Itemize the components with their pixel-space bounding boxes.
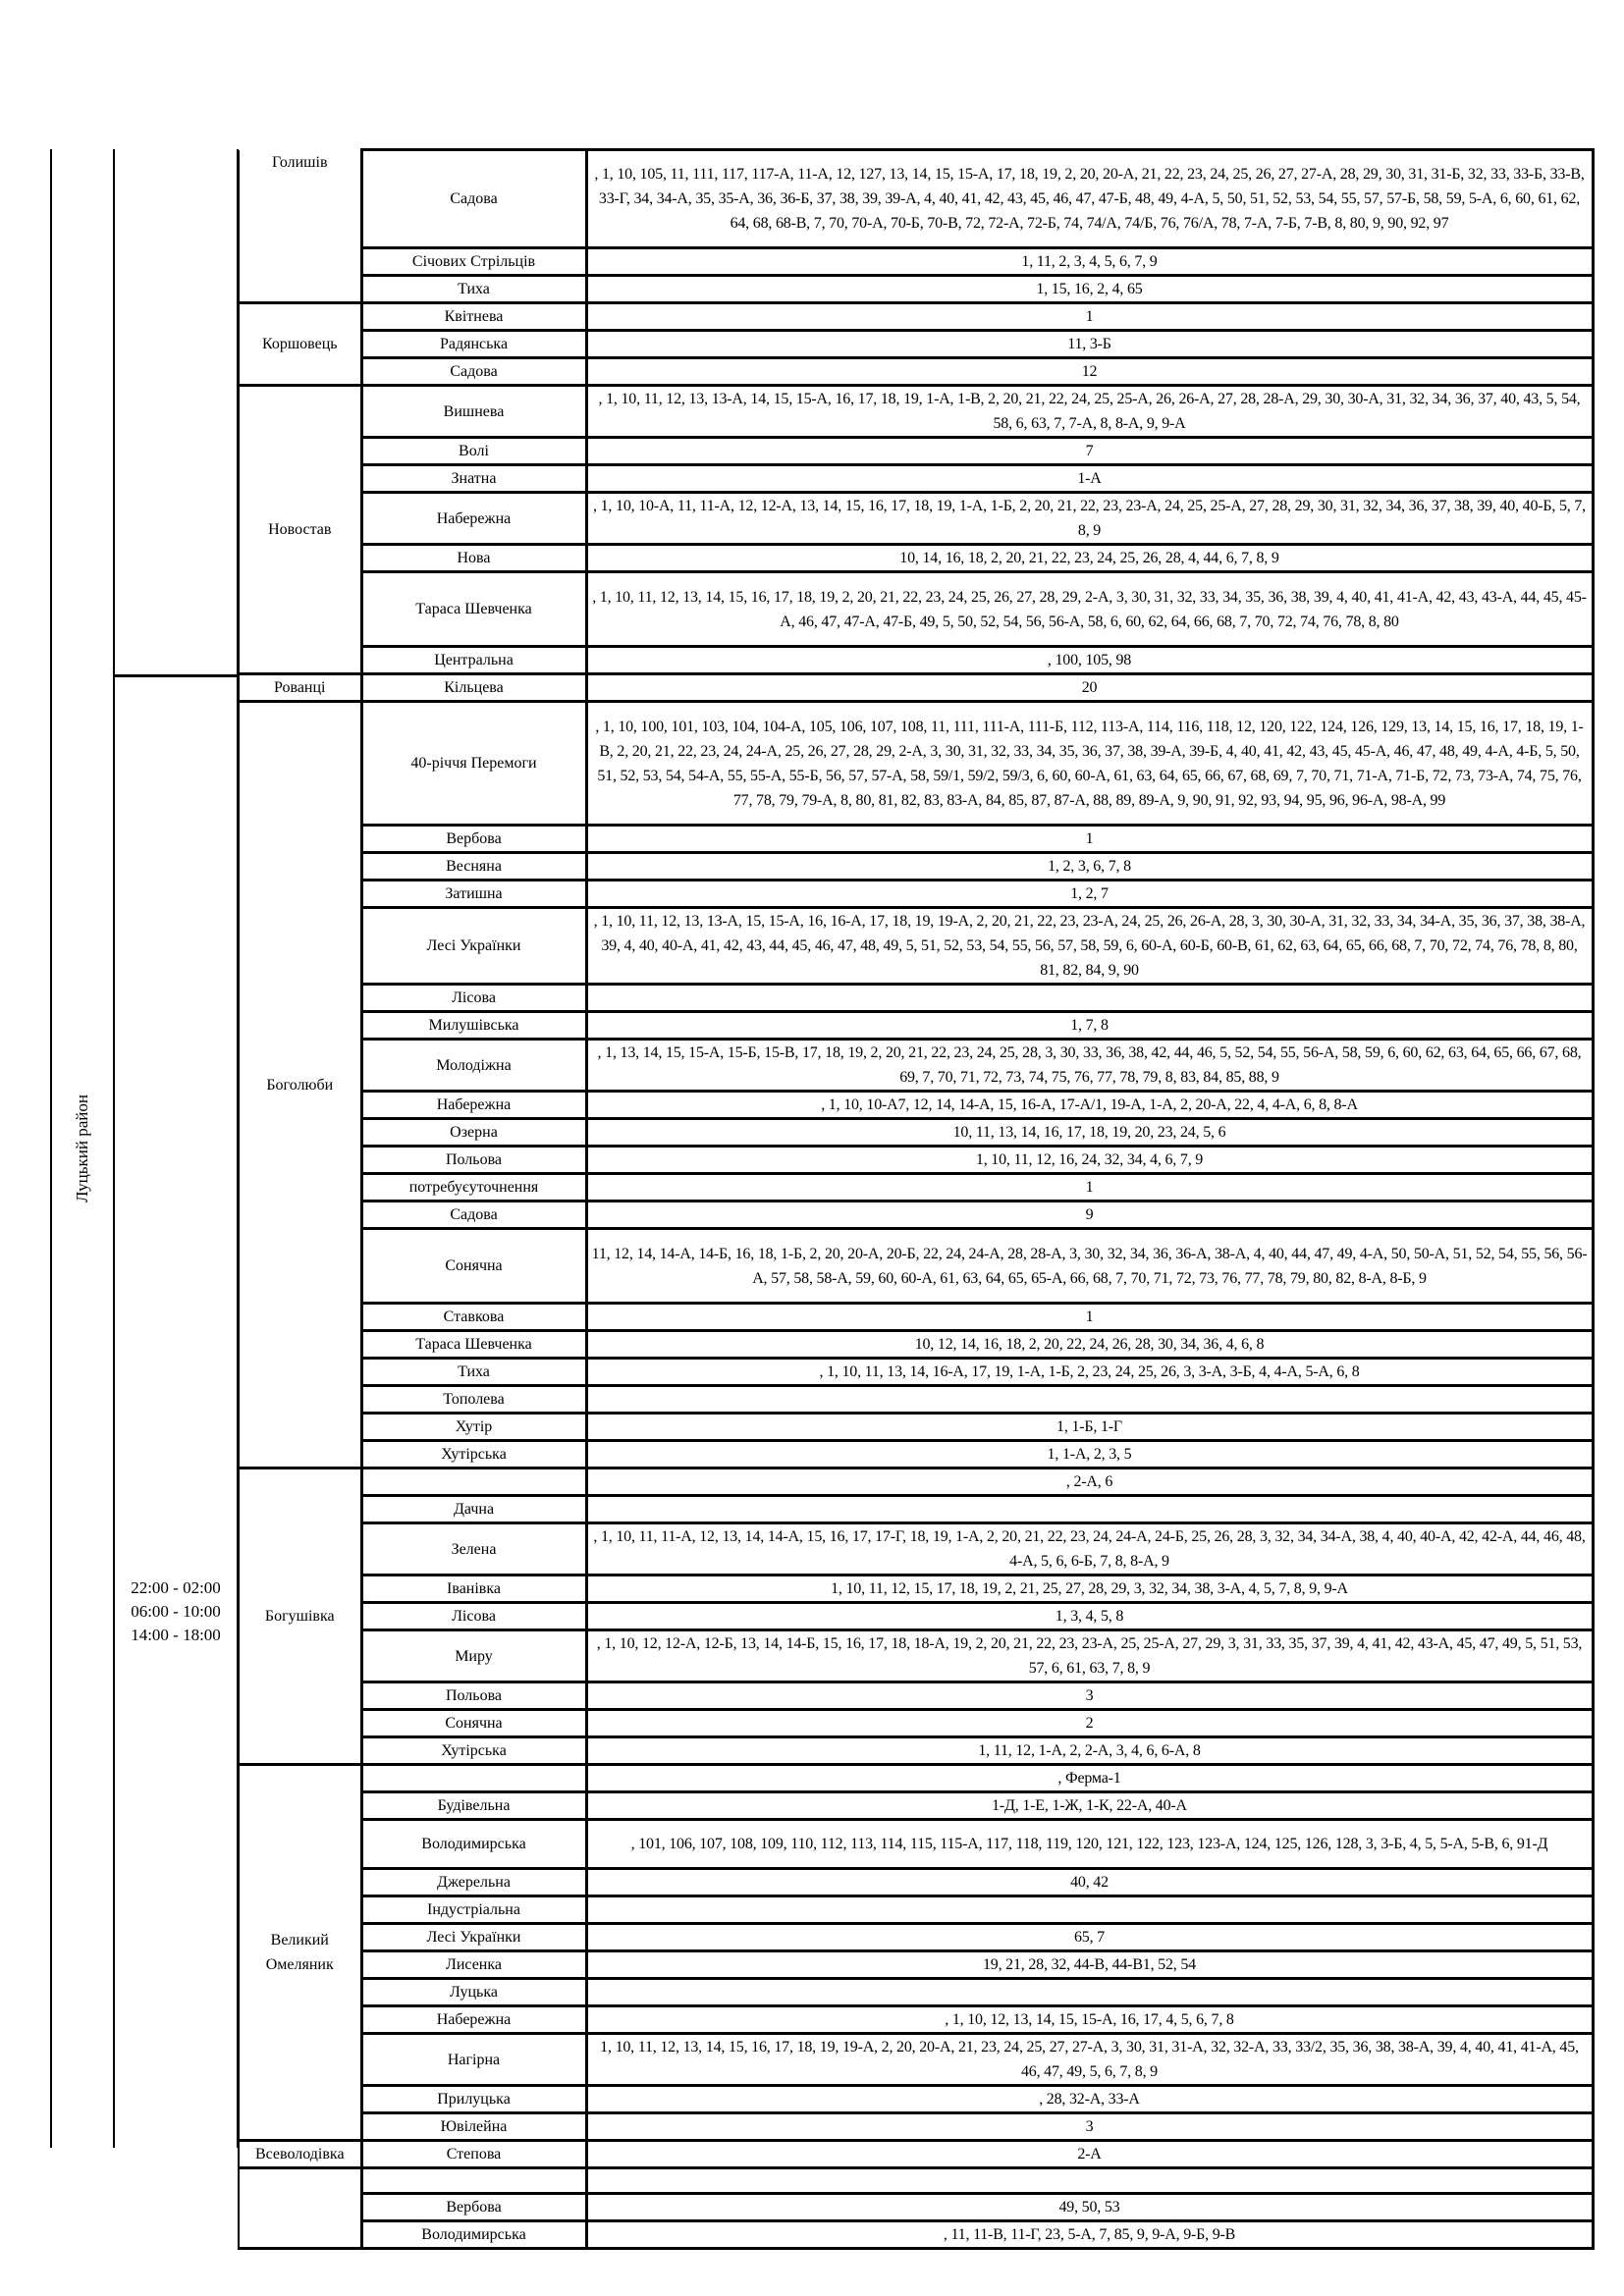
street-cell: Хутірська <box>361 1737 586 1765</box>
street-cell: Тиха <box>361 276 586 303</box>
street-cell: Індустріальна <box>361 1896 586 1924</box>
table-row <box>239 1229 1593 1304</box>
table-row <box>239 1630 1593 1682</box>
houses-cell <box>586 1386 1593 1414</box>
table-row <box>239 2221 1593 2249</box>
table-row <box>239 2006 1593 2034</box>
time-slots <box>114 1576 238 1647</box>
street-cell: Січових Стрільців <box>361 248 586 276</box>
table-row <box>239 1331 1593 1359</box>
street-cell: 40-річчя Перемоги <box>361 702 586 826</box>
street-cell: Тараса Шевченка <box>361 572 586 647</box>
table-row <box>239 647 1593 674</box>
street-cell: Іванівка <box>361 1575 586 1603</box>
table-row <box>239 908 1593 985</box>
table-row <box>239 1040 1593 1092</box>
houses-cell <box>586 1979 1593 2006</box>
street-cell: Набережна <box>361 1092 586 1119</box>
outage-schedule-table <box>238 148 1595 2250</box>
street-cell: Лесі Українки <box>361 1924 586 1951</box>
table-row <box>239 1924 1593 1951</box>
table-row <box>239 1765 1593 1792</box>
street-cell: Польова <box>361 1682 586 1710</box>
time-slot: 06:00 - 10:00 <box>131 1602 221 1621</box>
houses-cell <box>586 1896 1593 1924</box>
houses-cell: , 1, 10, 105, 11, 111, 117, 117-А, 11-А, 12, 127, 13, 14, 15, 15-А, 17, 18, 19, 2, 20, 20-А, 21, 22, 23, 24, 25, 26, 27, 27-А, 28, 29, 30, 31, 31-Б, 32, 33, 33-Б, 33-В, 33-Г, 34, 34-А, 35, 35-А, 36, 36-Б, 37, 38, 39, 39-А, 4, 40, 41, 42, 43, 45, 46, 47, 47-Б, 48, 49, 4-А, 5, 50, 51, 52, 53, 54, 55, 57, 57-Б, 58, 59, 5-А, 6, 60, 61, 62, 64, 68, 68-В, 7, 70, 70-А, 70-Б, 70-В, 72, 72-А, 72-Б, 74, 74/А, 74/Б, 76, 76/А, 78, 7-А, 7-Б, 7-В, 8, 80, 9, 90, 92, 97 <box>586 150 1593 248</box>
houses-cell: 1 <box>586 1174 1593 1201</box>
houses-cell: , 1, 10, 10-А, 11, 11-А, 12, 12-А, 13, 14, 15, 16, 17, 18, 19, 1-А, 1-Б, 2, 20, 21, 22, 23, 23-А, 24, 25, 25-А, 27, 28, 29, 30, 31, 32, 34, 36, 37, 38, 39, 40, 40-Б, 5, 7, 8, 9 <box>586 493 1593 545</box>
houses-cell: 3 <box>586 1682 1593 1710</box>
houses-cell: , 11, 11-В, 11-Г, 23, 5-А, 7, 85, 9, 9-А, 9-Б, 9-В <box>586 2221 1593 2249</box>
houses-cell: 11, 12, 14, 14-А, 14-Б, 16, 18, 1-Б, 2, 20, 20-А, 20-Б, 22, 24, 24-А, 28, 28-А, 3, 30, 32, 34, 36, 36-А, 38-А, 4, 40, 44, 47, 49, 4-А, 50, 50-А, 51, 52, 54, 55, 56, 56-А, 57, 58, 58-А, 59, 60, 60-А, 61, 63, 64, 65, 65-А, 66, 68, 7, 70, 71, 72, 73, 76, 77, 78, 79, 80, 82, 8-А, 8-Б, 9 <box>586 1229 1593 1304</box>
table-row <box>239 702 1593 826</box>
houses-cell <box>586 985 1593 1012</box>
houses-cell: 1, 2, 3, 6, 7, 8 <box>586 853 1593 881</box>
houses-cell: 1, 3, 4, 5, 8 <box>586 1603 1593 1630</box>
street-cell: Хутір <box>361 1414 586 1441</box>
houses-cell: 1 <box>586 826 1593 853</box>
table-row <box>239 545 1593 572</box>
houses-cell: , 2-А, 6 <box>586 1468 1593 1496</box>
houses-cell: 49, 50, 53 <box>586 2194 1593 2221</box>
village-cell: Новостав <box>239 386 361 674</box>
time-slot: 22:00 - 02:00 <box>131 1578 221 1597</box>
village-cell: Боголюби <box>239 702 361 1468</box>
houses-cell: 1 <box>586 1304 1593 1331</box>
village-cell: Богушівка <box>239 1468 361 1765</box>
houses-cell: 1, 11, 2, 3, 4, 5, 6, 7, 9 <box>586 248 1593 276</box>
street-cell: Лисенка <box>361 1951 586 1979</box>
table-row <box>239 1468 1593 1496</box>
street-cell: Тараса Шевченка <box>361 1331 586 1359</box>
table-row <box>239 1951 1593 1979</box>
houses-cell: 3 <box>586 2113 1593 2141</box>
street-cell <box>361 2168 586 2194</box>
street-cell: Садова <box>361 1201 586 1229</box>
table-row <box>239 881 1593 908</box>
street-cell: Лесі Українки <box>361 908 586 985</box>
street-cell: Миру <box>361 1630 586 1682</box>
table-row <box>239 1386 1593 1414</box>
table-row <box>239 1737 1593 1765</box>
houses-cell: 19, 21, 28, 32, 44-В, 44-В1, 52, 54 <box>586 1951 1593 1979</box>
houses-cell: 7 <box>586 438 1593 465</box>
table-row <box>239 1820 1593 1869</box>
street-cell: Луцька <box>361 1979 586 2006</box>
table-row <box>239 1147 1593 1174</box>
street-cell: потребуєуточнення <box>361 1174 586 1201</box>
street-cell: Садова <box>361 150 586 248</box>
time-section-divider <box>113 674 239 677</box>
street-cell: Сонячна <box>361 1710 586 1737</box>
street-cell: Радянська <box>361 331 586 358</box>
street-cell: Володимирська <box>361 2221 586 2249</box>
table-row <box>239 358 1593 386</box>
table-row <box>239 1119 1593 1147</box>
houses-cell: 1, 15, 16, 2, 4, 65 <box>586 276 1593 303</box>
table-row <box>239 2034 1593 2086</box>
table-row <box>239 150 1593 248</box>
houses-cell: , 1, 10, 11, 13, 14, 16-А, 17, 19, 1-А, 1-Б, 2, 23, 24, 25, 26, 3, 3-А, 3-Б, 4, 4-А, 5-А, 6, 8 <box>586 1359 1593 1386</box>
houses-cell: 1, 11, 12, 1-А, 2, 2-А, 3, 4, 6, 6-А, 8 <box>586 1737 1593 1765</box>
table-row <box>239 1441 1593 1468</box>
table-row <box>239 1603 1593 1630</box>
table-row <box>239 1682 1593 1710</box>
table-row <box>239 1304 1593 1331</box>
houses-cell: , 100, 105, 98 <box>586 647 1593 674</box>
houses-cell: , 1, 10, 100, 101, 103, 104, 104-А, 105, 106, 107, 108, 11, 111, 111-А, 111-Б, 112, 113-А, 114, 116, 118, 12, 120, 122, 124, 126, 129, 13, 14, 15, 16, 17, 18, 19, 1-В, 2, 20, 21, 22, 23, 24, 24-А, 25, 26, 27, 28, 29, 2-А, 3, 30, 31, 32, 33, 34, 35, 36, 37, 38, 39-А, 39-Б, 4, 40, 41, 42, 43, 45, 45-А, 46, 47, 48, 49, 4-А, 4-Б, 5, 50, 51, 52, 53, 54, 54-А, 55, 55-А, 55-Б, 56, 57, 57-А, 58, 59/1, 59/2, 59/3, 6, 60, 60-А, 61, 63, 64, 65, 66, 67, 68, 69, 7, 70, 71, 71-А, 71-Б, 72, 73, 73-А, 74, 75, 76, 77, 78, 79, 79-А, 8, 80, 81, 82, 83, 83-А, 84, 85, 87, 87-А, 88, 89, 89-А, 9, 90, 91, 92, 93, 94, 95, 96, 96-А, 98-А, 99 <box>586 702 1593 826</box>
houses-cell: 9 <box>586 1201 1593 1229</box>
houses-cell: , 1, 10, 11, 12, 13, 14, 15, 16, 17, 18, 19, 2, 20, 21, 22, 23, 24, 25, 26, 27, 28, 29, 2-А, 3, 30, 31, 32, 33, 34, 35, 36, 38, 39, 4, 40, 41, 41-А, 42, 43, 43-А, 44, 45, 45-А, 46, 47, 47-А, 47-Б, 49, 5, 50, 52, 54, 56, 56-А, 58, 6, 60, 62, 64, 66, 68, 7, 70, 72, 74, 76, 78, 8, 80 <box>586 572 1593 647</box>
street-cell: Молодіжна <box>361 1040 586 1092</box>
houses-cell: , 1, 10, 11, 12, 13, 13-А, 14, 15, 15-А, 16, 17, 18, 19, 1-А, 1-В, 2, 20, 21, 22, 24, 25, 25-А, 26, 26-А, 27, 28, 28-А, 29, 30, 30-А, 31, 32, 34, 36, 37, 40, 43, 5, 54, 58, 6, 63, 7, 7-А, 8, 8-А, 9, 9-А <box>586 386 1593 438</box>
table-row <box>239 1012 1593 1040</box>
street-cell: Набережна <box>361 493 586 545</box>
houses-cell: , 28, 32-А, 33-А <box>586 2086 1593 2113</box>
houses-cell: 1-Д, 1-Е, 1-Ж, 1-К, 22-А, 40-А <box>586 1792 1593 1820</box>
time-slot: 14:00 - 18:00 <box>131 1626 221 1644</box>
village-cell <box>239 2168 361 2249</box>
street-cell: Кільцева <box>361 674 586 702</box>
houses-cell: 12 <box>586 358 1593 386</box>
street-cell <box>361 1468 586 1496</box>
table-row <box>239 2113 1593 2141</box>
street-cell: Ставкова <box>361 1304 586 1331</box>
street-cell: Зелена <box>361 1523 586 1575</box>
street-cell: Прилуцька <box>361 2086 586 2113</box>
table-row <box>239 331 1593 358</box>
street-cell: Лісова <box>361 1603 586 1630</box>
street-cell: Садова <box>361 358 586 386</box>
table-row <box>239 386 1593 438</box>
houses-cell: 20 <box>586 674 1593 702</box>
table-body <box>239 150 1593 2249</box>
table-row <box>239 674 1593 702</box>
houses-cell: , 1, 10, 12, 12-А, 12-Б, 13, 14, 14-Б, 15, 16, 17, 18, 18-А, 19, 2, 20, 21, 22, 23, 23-А, 25, 25-А, 27, 29, 3, 31, 33, 35, 37, 39, 4, 41, 42, 43-А, 45, 47, 49, 5, 51, 53, 57, 6, 61, 63, 7, 8, 9 <box>586 1630 1593 1682</box>
street-cell: Нова <box>361 545 586 572</box>
street-cell: Вербова <box>361 2194 586 2221</box>
village-cell: Голишів <box>239 150 361 303</box>
street-cell: Ювілейна <box>361 2113 586 2141</box>
district-label <box>51 149 114 2147</box>
houses-cell: 2 <box>586 1710 1593 1737</box>
houses-cell: , 1, 10, 11, 11-А, 12, 13, 14, 14-А, 15, 16, 17, 17-Г, 18, 19, 1-А, 2, 20, 21, 22, 23, 24, 24-А, 24-Б, 25, 26, 28, 3, 32, 34, 34-А, 38, 4, 40, 40-А, 42, 42-А, 44, 46, 48, 4-А, 5, 6, 6-Б, 7, 8, 8-А, 9 <box>586 1523 1593 1575</box>
houses-cell <box>586 1496 1593 1523</box>
houses-cell: , 1, 10, 11, 12, 13, 13-А, 15, 15-А, 16, 16-А, 17, 18, 19, 19-А, 2, 20, 21, 22, 23, 23-А, 24, 25, 26, 26-А, 28, 3, 30, 30-А, 31, 32, 33, 34, 34-А, 35, 36, 37, 38, 38-А, 39, 4, 40, 40-А, 41, 42, 43, 44, 45, 46, 47, 48, 49, 5, 51, 52, 53, 54, 55, 56, 57, 58, 59, 6, 60-А, 60-Б, 60-В, 61, 62, 63, 64, 65, 66, 68, 7, 70, 72, 74, 76, 78, 8, 80, 81, 82, 84, 9, 90 <box>586 908 1593 985</box>
street-cell: Тиха <box>361 1359 586 1386</box>
table-row <box>239 1523 1593 1575</box>
street-cell: Знатна <box>361 465 586 493</box>
street-cell: Хутірська <box>361 1441 586 1468</box>
street-cell: Вишнева <box>361 386 586 438</box>
street-cell: Весняна <box>361 853 586 881</box>
table-row <box>239 1359 1593 1386</box>
village-cell: Всеволодівка <box>239 2141 361 2168</box>
table-row <box>239 2141 1593 2168</box>
street-cell: Джерельна <box>361 1869 586 1896</box>
street-cell: Озерна <box>361 1119 586 1147</box>
houses-cell: 1, 10, 11, 12, 16, 24, 32, 34, 4, 6, 7, 9 <box>586 1147 1593 1174</box>
houses-cell: 11, 3-Б <box>586 331 1593 358</box>
table-row <box>239 2086 1593 2113</box>
street-cell: Степова <box>361 2141 586 2168</box>
table-row <box>239 303 1593 331</box>
village-cell: Великий Омеляник <box>239 1765 361 2141</box>
street-cell: Дачна <box>361 1496 586 1523</box>
street-cell: Квітнева <box>361 303 586 331</box>
table-row <box>239 826 1593 853</box>
street-cell <box>361 1765 586 1792</box>
table-row <box>239 1575 1593 1603</box>
table-row <box>239 2168 1593 2194</box>
street-cell: Волі <box>361 438 586 465</box>
street-cell: Сонячна <box>361 1229 586 1304</box>
village-cell: Коршовець <box>239 303 361 386</box>
street-cell: Затишна <box>361 881 586 908</box>
table-row <box>239 572 1593 647</box>
table-row <box>239 1869 1593 1896</box>
table-row <box>239 1792 1593 1820</box>
houses-cell: 40, 42 <box>586 1869 1593 1896</box>
street-cell: Нагірна <box>361 2034 586 2086</box>
street-cell: Володимирська <box>361 1820 586 1869</box>
table-row <box>239 1092 1593 1119</box>
table-row <box>239 276 1593 303</box>
houses-cell: 1, 1-А, 2, 3, 5 <box>586 1441 1593 1468</box>
houses-cell: 1, 1-Б, 1-Г <box>586 1414 1593 1441</box>
houses-cell: 1, 7, 8 <box>586 1012 1593 1040</box>
street-cell: Центральна <box>361 647 586 674</box>
street-cell: Будівельна <box>361 1792 586 1820</box>
houses-cell: 10, 12, 14, 16, 18, 2, 20, 22, 24, 26, 28, 30, 34, 36, 4, 6, 8 <box>586 1331 1593 1359</box>
houses-cell: 10, 14, 16, 18, 2, 20, 21, 22, 23, 24, 25, 26, 28, 4, 44, 6, 7, 8, 9 <box>586 545 1593 572</box>
table-row <box>239 1414 1593 1441</box>
table-row <box>239 1174 1593 1201</box>
houses-cell: , 1, 10, 12, 13, 14, 15, 15-А, 16, 17, 4, 5, 6, 7, 8 <box>586 2006 1593 2034</box>
table-row <box>239 465 1593 493</box>
street-cell: Тополева <box>361 1386 586 1414</box>
table-row <box>239 1896 1593 1924</box>
houses-cell: 2-А <box>586 2141 1593 2168</box>
houses-cell: , 1, 10, 10-А7, 12, 14, 14-А, 15, 16-А, 17-А/1, 19-А, 1-А, 2, 20-А, 22, 4, 4-А, 6, 8, 8-А <box>586 1092 1593 1119</box>
houses-cell: 1 <box>586 303 1593 331</box>
table-row <box>239 985 1593 1012</box>
street-cell: Милушівська <box>361 1012 586 1040</box>
houses-cell: 1, 10, 11, 12, 13, 14, 15, 16, 17, 18, 19, 19-А, 2, 20, 20-А, 21, 23, 24, 25, 27, 27-А, 3, 30, 31, 31-А, 32, 32-А, 33, 33/2, 35, 36, 38, 38-А, 39, 4, 40, 41, 41-А, 45, 46, 47, 49, 5, 6, 7, 8, 9 <box>586 2034 1593 2086</box>
houses-cell: 1-А <box>586 465 1593 493</box>
houses-cell: , 1, 13, 14, 15, 15-А, 15-Б, 15-В, 17, 18, 19, 2, 20, 21, 22, 23, 24, 25, 28, 3, 30, 33, 36, 38, 42, 44, 46, 5, 52, 54, 55, 56-А, 58, 59, 6, 60, 62, 63, 64, 65, 66, 67, 68, 69, 7, 70, 71, 72, 73, 74, 75, 76, 77, 78, 79, 8, 83, 84, 85, 88, 9 <box>586 1040 1593 1092</box>
houses-cell: 1, 2, 7 <box>586 881 1593 908</box>
street-cell: Вербова <box>361 826 586 853</box>
street-cell: Лісова <box>361 985 586 1012</box>
table-row <box>239 438 1593 465</box>
houses-cell: , 101, 106, 107, 108, 109, 110, 112, 113, 114, 115, 115-А, 117, 118, 119, 120, 121, 122, 123, 123-А, 124, 125, 126, 128, 3, 3-Б, 4, 5, 5-А, 5-В, 6, 91-Д <box>586 1820 1593 1869</box>
houses-cell: 65, 7 <box>586 1924 1593 1951</box>
table-row <box>239 853 1593 881</box>
village-cell: Рованці <box>239 674 361 702</box>
street-cell: Набережна <box>361 2006 586 2034</box>
table-row <box>239 493 1593 545</box>
table-row <box>239 1710 1593 1737</box>
street-cell: Польова <box>361 1147 586 1174</box>
table-row <box>239 1979 1593 2006</box>
houses-cell: 10, 11, 13, 14, 16, 17, 18, 19, 20, 23, 24, 5, 6 <box>586 1119 1593 1147</box>
table-row <box>239 2194 1593 2221</box>
houses-cell <box>586 2168 1593 2194</box>
table-row <box>239 248 1593 276</box>
table-row <box>239 1201 1593 1229</box>
district-name: Луцький район <box>73 1094 91 1202</box>
houses-cell: , Ферма-1 <box>586 1765 1593 1792</box>
houses-cell: 1, 10, 11, 12, 15, 17, 18, 19, 2, 21, 25, 27, 28, 29, 3, 32, 34, 38, 3-А, 4, 5, 7, 8, 9, 9-А <box>586 1575 1593 1603</box>
table-row <box>239 1496 1593 1523</box>
